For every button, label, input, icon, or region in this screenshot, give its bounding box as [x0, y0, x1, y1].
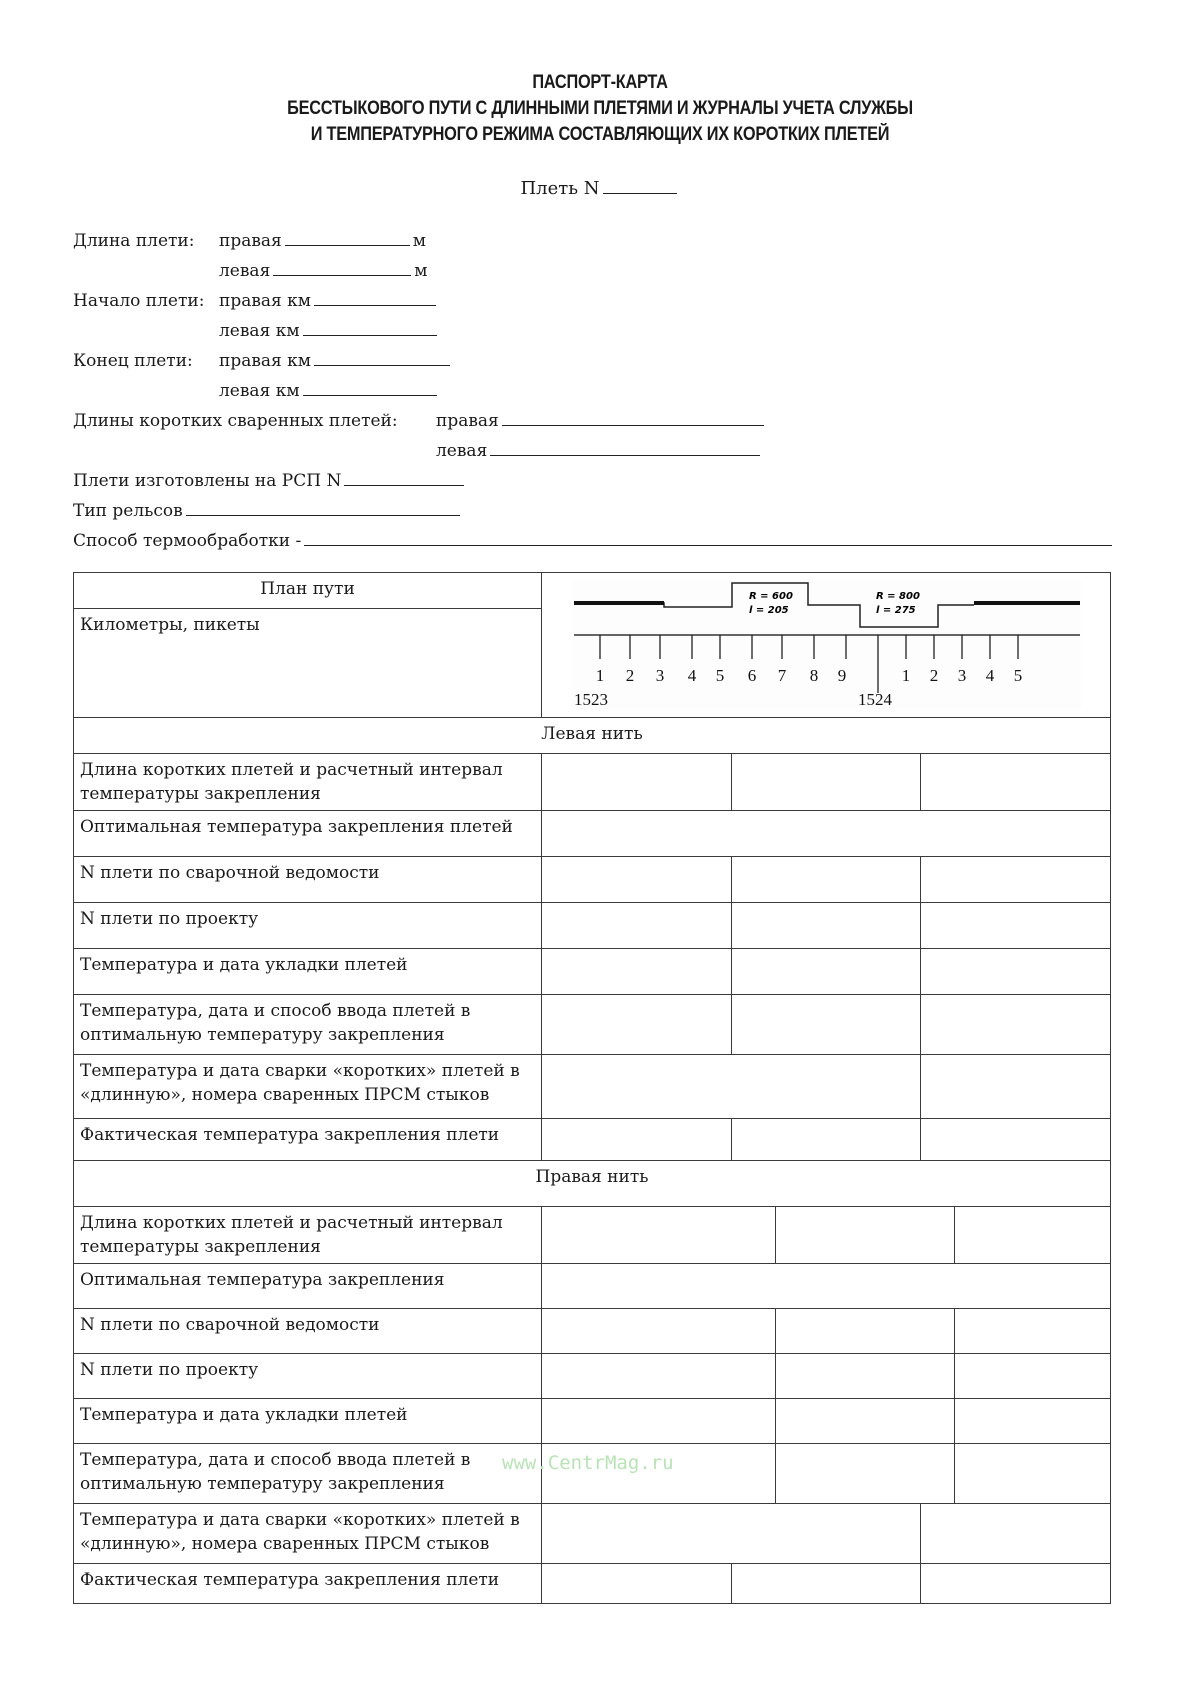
input-cell[interactable] [732, 995, 921, 1055]
end-left-label: левая км [219, 381, 300, 401]
right-rail-section [74, 1161, 1111, 1207]
table-row [74, 1564, 1111, 1604]
watermark: www.CentrMag.ru [502, 1452, 674, 1474]
input-cell[interactable] [921, 1504, 1111, 1564]
picket-label: 4 [985, 666, 995, 685]
picket-label: 6 [747, 666, 757, 685]
row-label: N плети по проекту [74, 903, 542, 949]
row-label: Температура и дата укладки плетей [74, 949, 542, 995]
length-right-label: правая [219, 231, 282, 251]
input-cell[interactable] [542, 1399, 776, 1444]
curve2-radius: R = 800 [876, 591, 920, 602]
table-row [74, 1119, 1111, 1161]
picket-label: 4 [687, 666, 697, 685]
table-row [74, 1309, 1111, 1354]
end-right-row [219, 351, 453, 371]
picket-label: 7 [777, 666, 787, 685]
input-cell[interactable] [955, 1354, 1111, 1399]
short-right-field[interactable] [502, 424, 764, 426]
input-cell[interactable] [542, 1444, 776, 1504]
input-cell[interactable] [542, 1354, 776, 1399]
short-right-label: правая [436, 411, 499, 431]
table-row [74, 903, 1111, 949]
input-cell[interactable] [921, 1564, 1111, 1604]
length-right-row [219, 231, 426, 251]
picket-label: 3 [957, 666, 967, 685]
plet-number-field[interactable] [603, 192, 677, 194]
length-label: Длина плети: [73, 231, 195, 251]
row-label: Температура, дата и способ ввода плетей в оптимальную температуру закрепления [74, 1444, 542, 1504]
km-pickets-label [74, 609, 542, 718]
rsp-label: Плети изготовлены на РСП N [73, 471, 342, 491]
short-left-row [436, 441, 763, 461]
title-line-3: И ТЕМПЕРАТУРНОГО РЕЖИМА СОСТАВЛЯЮЩИХ ИХ КОРОТКИХ ПЛЕТЕЙ [310, 124, 890, 145]
table-row [74, 949, 1111, 995]
input-cell[interactable] [542, 995, 732, 1055]
title-line-2: БЕССТЫКОВОГО ПУТИ С ДЛИННЫМИ ПЛЕТЯМИ И ЖУРНАЛЫ УЧЕТА СЛУЖБЫ [287, 98, 913, 119]
row-label: Фактическая температура закрепления плети [74, 1119, 542, 1161]
row-label: N плети по сварочной ведомости [74, 857, 542, 903]
km-1524-label: 1524 [858, 690, 892, 709]
row-label: Температура, дата и способ ввода плетей в оптимальную температуру закрепления [74, 995, 542, 1055]
input-cell[interactable] [732, 1119, 921, 1161]
input-cell[interactable] [776, 1309, 955, 1354]
unit-m: м [412, 231, 427, 251]
curve1-length: l = 205 [749, 605, 789, 616]
table-row [74, 811, 1111, 857]
short-left-field[interactable] [490, 454, 760, 456]
start-right-field[interactable] [314, 304, 436, 306]
unit-m: м [414, 261, 428, 281]
thermo-label: Способ термообработки - [73, 531, 302, 551]
length-right-field[interactable] [285, 244, 410, 246]
input-cell[interactable] [921, 949, 1111, 995]
input-cell[interactable] [776, 1207, 955, 1264]
picket-label: 1 [901, 666, 911, 685]
table-row [74, 995, 1111, 1055]
plet-number [0, 178, 1200, 199]
end-left-field[interactable] [303, 394, 437, 396]
end-left-row [219, 381, 440, 401]
input-cell[interactable] [732, 949, 921, 995]
input-cell[interactable] [776, 1444, 955, 1504]
title-line-1: ПАСПОРТ-КАРТА [532, 72, 668, 93]
row-label: Температура и дата укладки плетей [74, 1399, 542, 1444]
input-cell[interactable] [776, 1354, 955, 1399]
row-label: N плети по проекту [74, 1354, 542, 1399]
thermo-row [73, 531, 1115, 551]
end-right-field[interactable] [314, 364, 450, 366]
table-row [74, 1444, 1111, 1504]
short-left-label: левая [436, 441, 488, 461]
rsp-field[interactable] [344, 484, 464, 486]
start-left-field[interactable] [303, 334, 437, 336]
input-cell[interactable] [921, 903, 1111, 949]
row-label: Температура и дата сварки «коротких» плетей в «длинную», номера сваренных ПРСМ стыков [74, 1055, 542, 1119]
rail-type-label: Тип рельсов [73, 501, 183, 521]
row-label: N плети по сварочной ведомости [74, 1309, 542, 1354]
table-row [74, 754, 1111, 811]
input-cell[interactable] [732, 1564, 921, 1604]
end-right-label: правая км [219, 351, 312, 371]
input-cell[interactable] [921, 1055, 1111, 1119]
picket-label: 1 [595, 666, 605, 685]
input-cell[interactable] [955, 1399, 1111, 1444]
input-cell[interactable] [732, 903, 921, 949]
picket-label: 2 [625, 666, 635, 685]
km-1523-label: 1523 [574, 690, 608, 709]
km-pickets-text: Километры, пикеты [80, 615, 260, 636]
input-cell[interactable] [732, 754, 921, 811]
picket-label: 3 [655, 666, 665, 685]
start-label: Начало плети: [73, 291, 205, 311]
table-row [74, 1399, 1111, 1444]
row-label: Длина коротких плетей и расчетный интервал температуры закрепления [74, 1207, 542, 1264]
input-cell[interactable] [542, 1504, 921, 1564]
input-cell[interactable] [542, 1119, 732, 1161]
rail-type-row [73, 501, 463, 521]
plan-diagram-cell [542, 573, 1111, 718]
picket-label: 5 [715, 666, 725, 685]
length-left-field[interactable] [273, 274, 411, 276]
input-cell[interactable] [542, 1564, 732, 1604]
curve1-radius: R = 600 [749, 591, 793, 602]
input-cell[interactable] [542, 1309, 776, 1354]
length-left-row [219, 261, 428, 281]
rail-type-field[interactable] [186, 514, 460, 516]
table-row [74, 1207, 1111, 1264]
picket-label: 8 [809, 666, 819, 685]
start-left-label: левая км [219, 321, 300, 341]
start-right-row [219, 291, 439, 311]
row-label: Фактическая температура закрепления плети [74, 1564, 542, 1604]
input-cell[interactable] [732, 857, 921, 903]
input-cell[interactable] [955, 1444, 1111, 1504]
end-label: Конец плети: [73, 351, 193, 371]
short-label: Длины коротких сваренных плетей: [73, 411, 398, 431]
plet-number-label: Плеть N [520, 178, 600, 199]
short-right-row [436, 411, 767, 431]
input-cell[interactable] [542, 1055, 921, 1119]
picket-label: 5 [1013, 666, 1023, 685]
table-row [74, 857, 1111, 903]
table-row [74, 1264, 1111, 1309]
input-cell[interactable] [921, 995, 1111, 1055]
curve2-length: l = 275 [876, 605, 916, 616]
input-cell[interactable] [776, 1399, 955, 1444]
input-cell[interactable] [542, 903, 732, 949]
passport-table [73, 572, 1111, 1604]
table-row [74, 1504, 1111, 1564]
length-left-label: левая [219, 261, 271, 281]
table-row [74, 1055, 1111, 1119]
right-rail-title: Правая нить [535, 1167, 649, 1187]
input-cell[interactable] [542, 949, 732, 995]
input-cell[interactable] [542, 811, 1111, 857]
input-cell[interactable] [542, 1264, 1111, 1309]
input-cell[interactable] [921, 754, 1111, 811]
row-label: Оптимальная температура закрепления плетей [74, 811, 542, 857]
start-left-row [219, 321, 440, 341]
left-rail-section [74, 718, 1111, 754]
input-cell[interactable] [955, 1309, 1111, 1354]
start-right-label: правая км [219, 291, 312, 311]
rsp-row [73, 471, 467, 491]
picket-label: 2 [929, 666, 939, 685]
plan-header-text: План пути [260, 579, 355, 599]
plan-header [74, 573, 542, 609]
row-label: Длина коротких плетей и расчетный интервал температуры закрепления [74, 754, 542, 811]
thermo-field[interactable] [304, 544, 1112, 546]
input-cell[interactable] [921, 1119, 1111, 1161]
row-label: Оптимальная температура закрепления [74, 1264, 542, 1309]
input-cell[interactable] [542, 754, 732, 811]
input-cell[interactable] [542, 857, 732, 903]
table-row [74, 1354, 1111, 1399]
left-rail-title: Левая нить [541, 724, 643, 744]
row-label: Температура и дата сварки «коротких» плетей в «длинную», номера сваренных ПРСМ стыков [74, 1504, 542, 1564]
track-plan-diagram [542, 573, 1110, 717]
input-cell[interactable] [955, 1207, 1111, 1264]
picket-label: 9 [837, 666, 847, 685]
input-cell[interactable] [921, 857, 1111, 903]
input-cell[interactable] [542, 1207, 776, 1264]
